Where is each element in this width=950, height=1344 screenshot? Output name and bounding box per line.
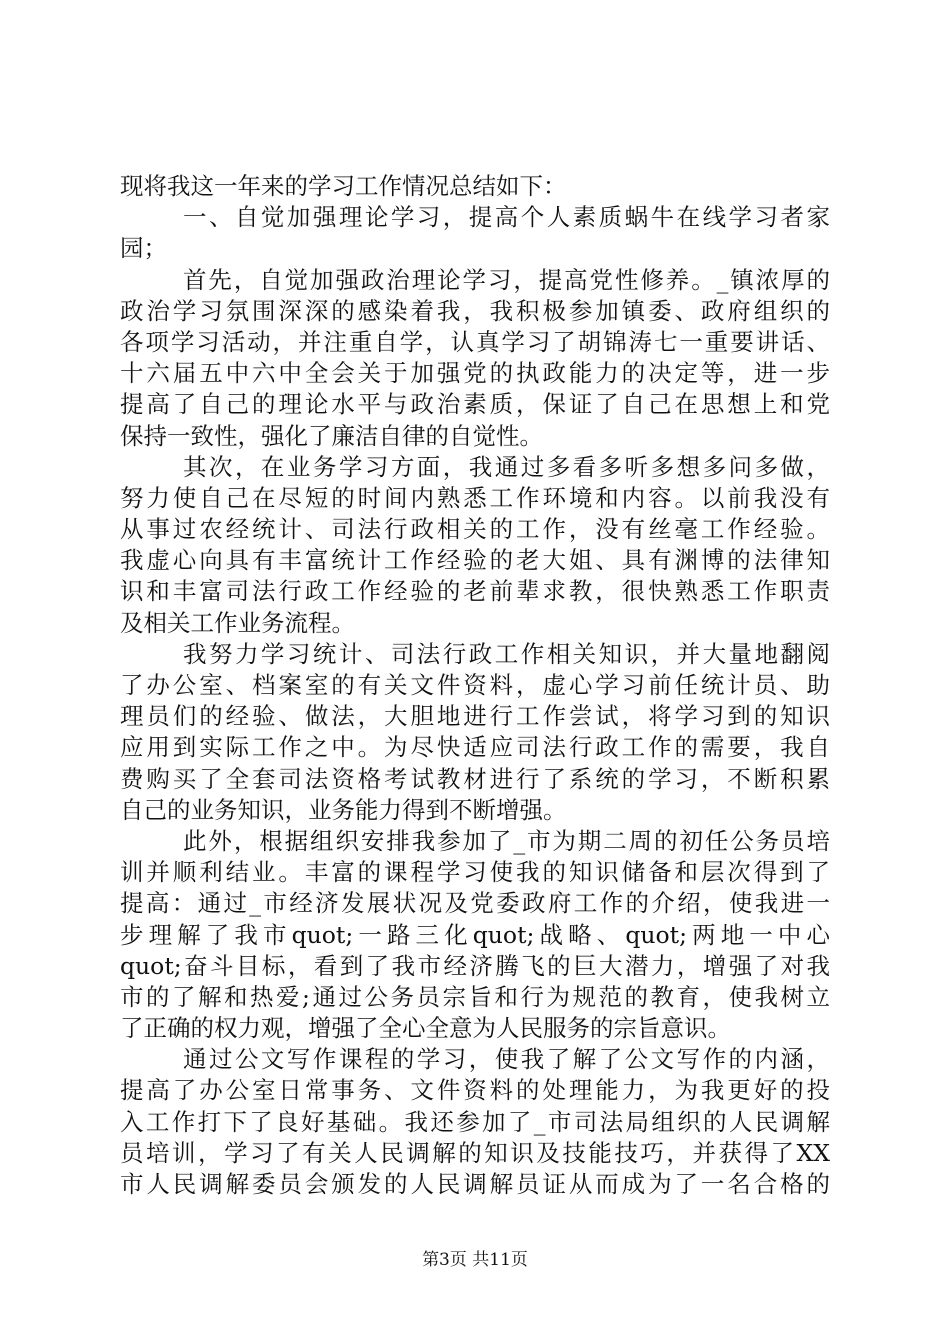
text-line: 应用到实际工作之中。为尽快适应司法行政工作的需要，我自 — [120, 733, 830, 762]
text-line: 提高了办公室日常事务、文件资料的处理能力，为我更好的投 — [120, 1076, 830, 1105]
text-line: 了正确的权力观，增强了全心全意为人民服务的宗旨意识。 — [120, 1014, 731, 1043]
document-body — [120, 171, 830, 1200]
text-line: 通过公文写作课程的学习，使我了解了公文写作的内涵， — [183, 1045, 830, 1074]
text-line: 提高了自己的理论水平与政治素质，保证了自己在思想上和党 — [120, 390, 830, 419]
text-line: 我虚心向具有丰富统计工作经验的老大姐、具有渊博的法律知 — [120, 546, 830, 575]
text-line: 理员们的经验、做法，大胆地进行工作尝试，将学习到的知识 — [120, 702, 830, 731]
text-line: 各项学习活动，并注重自学，认真学习了胡锦涛七一重要讲话、 — [120, 327, 830, 356]
text-line: 市的了解和热爱;通过公务员宗旨和行为规范的教育，使我树立 — [120, 982, 830, 1011]
text-line: 一、自觉加强理论学习，提高个人素质蜗牛在线学习者家 — [183, 203, 830, 232]
text-line: 员培训，学习了有关人民调解的知识及技能技巧，并获得了XX — [120, 1138, 830, 1167]
text-line: 步理解了我市quot;一路三化quot;战略、quot;两地一中心 — [120, 920, 830, 949]
text-line: 提高：通过_市经济发展状况及党委政府工作的介绍，使我进一 — [120, 889, 830, 918]
text-line: 其次，在业务学习方面，我通过多看多听多想多问多做， — [183, 452, 830, 481]
text-line: 保持一致性，强化了廉洁自律的自觉性。 — [120, 421, 543, 450]
text-line: 我努力学习统计、司法行政工作相关知识，并大量地翻阅 — [183, 639, 830, 668]
text-line: 及相关工作业务流程。 — [120, 608, 355, 637]
text-line: 努力使自己在尽短的时间内熟悉工作环境和内容。以前我没有 — [120, 483, 830, 512]
text-line: 此外，根据组织安排我参加了_市为期二周的初任公务员培 — [183, 826, 830, 855]
page-total: 共11页 — [472, 1250, 528, 1270]
text-line: 从事过农经统计、司法行政相关的工作，没有丝毫工作经验。 — [120, 515, 830, 544]
text-line: quot;奋斗目标，看到了我市经济腾飞的巨大潜力，增强了对我 — [120, 951, 830, 980]
text-line: 市人民调解委员会颁发的人民调解员证从而成为了一名合格的 — [120, 1170, 830, 1198]
text-line: 现将我这一年来的学习工作情况总结如下： — [120, 172, 567, 200]
text-line: 首先，自觉加强政治理论学习，提高党性修养。_镇浓厚的 — [183, 265, 830, 294]
text-line: 费购买了全套司法资格考试教材进行了系统的学习，不断积累 — [120, 764, 830, 793]
text-line: 园； — [120, 234, 167, 263]
text-line: 政治学习氛围深深的感染着我，我积极参加镇委、政府组织的 — [120, 296, 830, 325]
page-number: 第3页 — [422, 1250, 467, 1270]
text-line: 入工作打下了良好基础。我还参加了_市司法局组织的人民调解 — [120, 1107, 830, 1136]
text-line: 自己的业务知识，业务能力得到不断增强。 — [120, 795, 567, 824]
text-line: 了办公室、档案室的有关文件资料，虚心学习前任统计员、助 — [120, 671, 830, 699]
text-line: 训并顺利结业。丰富的课程学习使我的知识储备和层次得到了 — [120, 858, 830, 887]
text-line: 十六届五中六中全会关于加强党的执政能力的决定等，进一步 — [120, 359, 830, 388]
page-footer — [0, 1249, 950, 1271]
text-line: 识和丰富司法行政工作经验的老前辈求教，很快熟悉工作职责 — [120, 577, 830, 606]
